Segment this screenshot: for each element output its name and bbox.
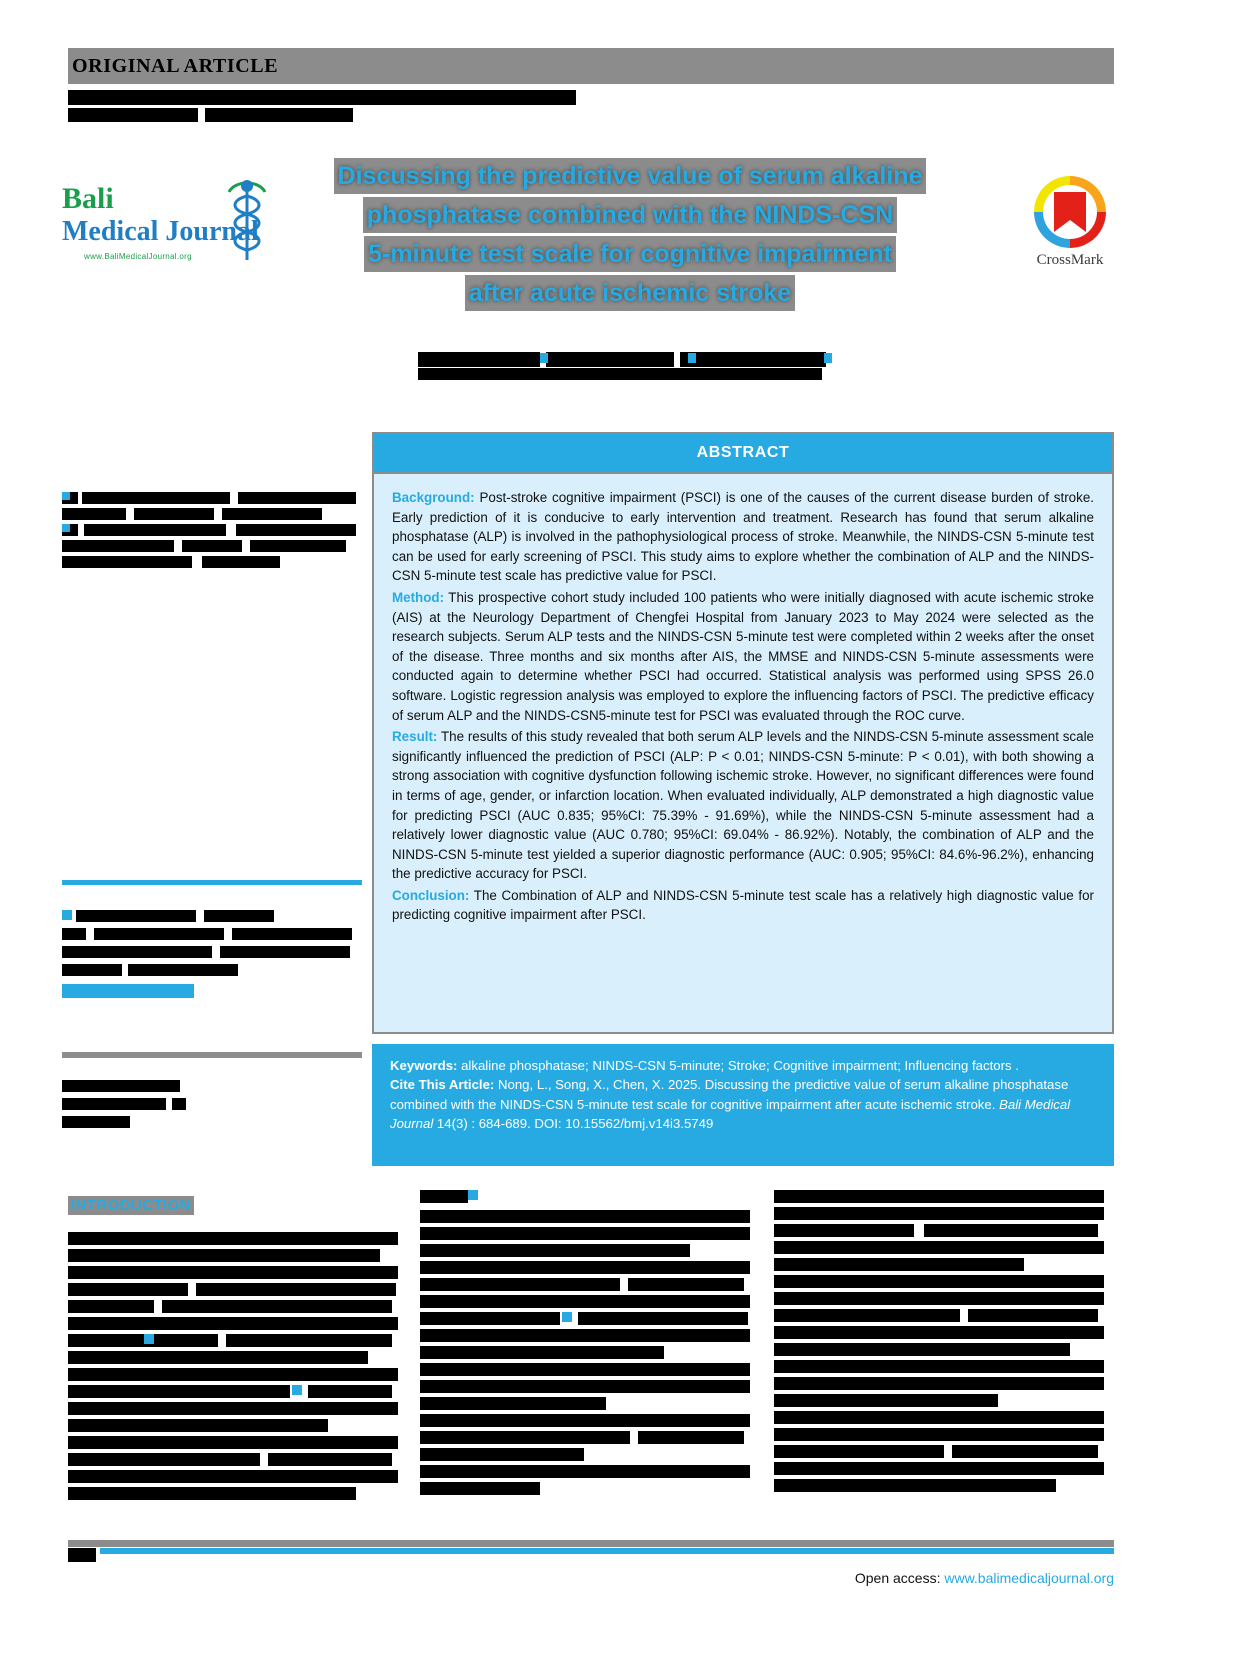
crossmark-book-icon [1054,192,1086,232]
abstract-text-result: The results of this study revealed that both serum ALP levels and the NINDS-CSN 5-minute assessment scale significantly influenced the prediction of PSCI (ALP: P < 0.01; NINDS-CSN 5-minute: P < 0.01), with both showing a strong association with cognitive dysfunction following ischemic stroke. However, no significant differences were found in terms of age, gender, or infarction location. When evaluated individually, ALP demonstrated a high diagnostic value for predicting PSCI (AUC 0.835; 95%CI: 75.39% - 91.69%), while the NINDS-CSN 5-minute assessment had a relatively lower diagnostic value (AUC 0.780; 95%CI: 69.04% - 86.92%). Notably, the combination of ALP and the NINDS-CSN 5-minute test yielded a superior diagnostic performance (AUC: 0.905; 95%CI: 84.6%-96.2%), enhancing the predictive accuracy for PSCI. [392,729,1094,882]
page-number-block [68,1548,96,1562]
abstract-lead-method: Method: [392,589,445,605]
cite-journal: Bali Medical Journal [390,1096,1071,1132]
abstract-body [372,474,1114,1034]
redacted-text-block [205,108,353,122]
keywords-line [390,1056,1096,1075]
abstract-lead-result: Result: [392,729,438,745]
abstract-paragraph-conclusion [392,886,1094,925]
journal-logo [62,176,272,266]
authors-line [418,352,830,376]
journal-website-link[interactable]: www.balimedicaljournal.org [944,1570,1114,1586]
introduction-heading: INTRODUCTION [68,1196,194,1215]
title-line-3: 5-minute test scale for cognitive impairment [364,236,896,272]
title-line-2: phosphatase combined with the NINDS-CSN [363,197,897,233]
affiliations-block [62,492,362,578]
body-column-2 [420,1190,750,1500]
cite-text-2: 14(3) : 684-689. DOI: 10.15562/bmj.v14i3.5749 [433,1116,714,1132]
abstract-text-method: This prospective cohort study included 100 patients who were initially diagnosed with acute ischemic stroke (AIS) at the Neurology Department of Chengfei Hospital from January 2023 to May 2024 were selected as the research subjects. Serum ALP tests and the NINDS-CSN 5-minute test were completed within 2 weeks after the onset of the disease. Three months and six months after AIS, the MMSE and NINDS-CSN 5-minute assessments were conducted again to determine whether PSCI had occurred. Statistical analysis was performed using SPSS 26.0 software. Logistic regression analysis was employed to explore the influencing factors of PSCI. The predictive efficacy of serum ALP and the NINDS-CSN5-minute test for PSCI was evaluated through the ROC curve. [392,589,1094,723]
abstract-paragraph-result [392,727,1094,884]
title-line-1: Discussing the predictive value of serum alkaline [334,158,927,194]
redacted-text-block [68,90,576,105]
abstract-heading: ABSTRACT [372,432,1114,474]
keywords-text: alkaline phosphatase; NINDS-CSN 5-minute; Stroke; Cognitive impairment; Influencing factors . [457,1058,1019,1073]
keywords-citation-panel [372,1044,1114,1166]
abstract-text-conclusion: The Combination of ALP and NINDS-CSN 5-minute test scale has a relatively high diagnostic value for predicting cognitive impairment after PSCI. [392,887,1094,923]
abstract-lead-conclusion: Conclusion: [392,887,470,903]
article-history-block [62,1052,362,1148]
abstract-paragraph-background [392,488,1094,586]
crossmark-logo[interactable] [1020,176,1120,276]
footer-divider [68,1540,1114,1547]
journal-logo-line2: Medical Journal [62,216,259,247]
redacted-text-block [68,108,198,122]
journal-logo-line1: Bali [62,182,114,215]
abstract-lead-background: Background: [392,490,475,505]
correspondence-block [62,880,362,1000]
body-column-1 [68,1232,398,1500]
keywords-label: Keywords: [390,1058,458,1073]
article-title [300,158,960,314]
journal-logo-url: www.BaliMedicalJournal.org [84,252,192,261]
footer-divider-accent [100,1548,1114,1554]
open-access-line [855,1570,1114,1586]
cite-label: Cite This Article: [390,1077,495,1093]
citation-line [390,1075,1096,1133]
abstract-paragraph-method [392,588,1094,725]
title-line-4: after acute ischemic stroke [465,275,795,311]
caduceus-icon [217,176,277,262]
body-column-3 [774,1190,1104,1500]
crossmark-label: CrossMark [1036,252,1104,268]
crossmark-ring-icon [1034,176,1106,248]
open-access-label: Open access: [854,1570,945,1586]
cite-text-1: Nong, L., Song, X., Chen, X. 2025. Discussing the predictive value of serum alkaline phosphatase combined with the NINDS-CSN 5-minute test scale for cognitive impairment after acute ischemic stroke. [390,1077,1069,1112]
abstract-text-background: Post-stroke cognitive impairment (PSCI) is one of the causes of the current disease burden of stroke. Early prediction of it is conducive to early intervention and treatment. Research has found that serum alkaline phosphatase (ALP) is involved in the pathophysiological process of stroke. Meanwhile, the NINDS-CSN 5-minute test can be used for early screening of PSCI. This study aims to explore whether the combination of ALP and the NINDS-CSN 5-minute test scale has predictive value for PSCI. [392,490,1094,584]
section-label: ORIGINAL ARTICLE [72,55,279,77]
